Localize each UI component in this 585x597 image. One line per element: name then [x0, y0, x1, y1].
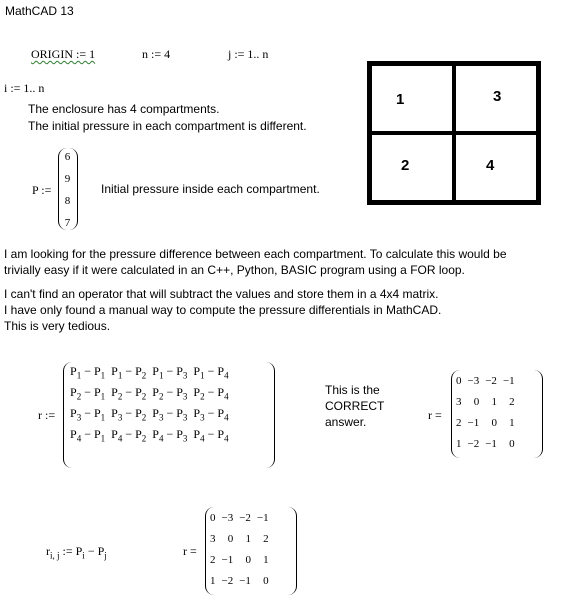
compartment-label: 1	[396, 91, 405, 108]
matrix-cell: −1	[239, 574, 251, 587]
matrix-cell: −2	[485, 374, 497, 387]
matrix-cell: $P_3 - P_4$	[193, 406, 229, 423]
paragraph-line: This is very tedious.	[4, 319, 111, 333]
matrix-cell: $P_2 - P_3$	[152, 385, 188, 402]
n-definition[interactable]: n := 4	[142, 47, 171, 61]
matrix-cell: −3	[467, 374, 480, 387]
compartment-3	[454, 64, 538, 133]
matrix-cell: 0	[210, 511, 216, 524]
matrix-cell: 0	[227, 532, 234, 545]
matrix-cell: $P_4 - P_3$	[152, 427, 188, 444]
matrix-cell: 1	[509, 416, 515, 429]
correct-note-line: CORRECT	[325, 399, 385, 413]
rij-i-subscript: i	[82, 550, 85, 561]
matrix-cell: $P_3 - P_1$	[70, 406, 106, 423]
p-value: 8	[64, 195, 71, 207]
matrix-cell: $P_1 - P_2$	[111, 364, 147, 381]
paragraph-line: I have only found a manual way to compute the pressure differentials in MathCAD.	[4, 303, 442, 317]
r-result-label: r =	[183, 544, 197, 558]
matrix-cell: −1	[485, 437, 497, 450]
matrix-cell: −1	[256, 511, 269, 524]
matrix-cell: $P_2 - P_1$	[70, 385, 106, 402]
i-range-definition[interactable]: i := 1.. n	[4, 81, 45, 95]
rij-rhs: := P	[62, 544, 83, 558]
correct-note-line: answer.	[325, 415, 367, 429]
r-result-label: r =	[428, 408, 442, 422]
p-value: 6	[64, 151, 71, 163]
rij-minus: − P	[84, 544, 105, 558]
matrix-cell: −2	[221, 574, 234, 587]
compartment-label: 4	[486, 157, 495, 174]
rij-j-subscript: j	[104, 550, 107, 561]
matrix-cell: $P_4 - P_1$	[70, 427, 106, 444]
r-definition-label: r :=	[38, 408, 56, 422]
p-vector[interactable]	[58, 148, 78, 230]
matrix-cell: 0	[509, 437, 515, 450]
r-symbolic-matrix[interactable]	[63, 362, 275, 468]
matrix-cell: −2	[239, 511, 251, 524]
matrix-cell: −1	[502, 374, 515, 387]
compartment-2	[370, 133, 454, 202]
compartment-diagram	[367, 61, 541, 205]
matrix-cell: 1	[491, 395, 497, 408]
matrix-cell: 0	[456, 374, 462, 387]
compartment-4	[454, 133, 538, 202]
matrix-cell: $P_3 - P_3$	[152, 406, 188, 423]
p-description: Initial pressure inside each compartment.	[101, 182, 320, 196]
matrix-cell: 0	[491, 416, 497, 429]
matrix-cell: 2	[456, 416, 462, 429]
rij-definition[interactable]	[46, 544, 107, 560]
rij-subscript: i, j	[50, 550, 60, 561]
r-computed-matrix[interactable]	[205, 507, 297, 595]
matrix-cell: $P_4 - P_2$	[111, 427, 147, 444]
matrix-cell: $P_1 - P_3$	[152, 364, 188, 381]
matrix-cell: 3	[210, 532, 216, 545]
app-title: MathCAD 13	[5, 4, 74, 18]
origin-definition[interactable]: ORIGIN := 1	[31, 47, 96, 61]
matrix-cell: $P_1 - P_1$	[70, 364, 106, 381]
matrix-cell: $P_4 - P_4$	[193, 427, 229, 444]
matrix-cell: 0	[263, 574, 269, 587]
paragraph-line: trivially easy if it were calculated in an C++, Python, BASIC program using a FOR loop.	[4, 263, 465, 277]
matrix-cell: 2	[263, 532, 269, 545]
compartment-1	[370, 64, 454, 133]
matrix-cell: 1	[263, 553, 269, 566]
matrix-cell: 2	[509, 395, 515, 408]
compartment-label: 2	[401, 157, 410, 174]
matrix-cell: −1	[221, 553, 234, 566]
matrix-cell: −3	[221, 511, 234, 524]
matrix-cell: 0	[473, 395, 480, 408]
matrix-cell: $P_2 - P_4$	[193, 385, 229, 402]
paragraph-line: I can't find an operator that will subtract the values and store them in a 4x4 matrix.	[4, 287, 439, 301]
paragraph-line: I am looking for the pressure difference between each compartment. To calculate this would be	[4, 247, 507, 261]
matrix-cell: $P_2 - P_2$	[111, 385, 147, 402]
matrix-cell: 1	[210, 574, 216, 587]
rij-lhs: r	[46, 544, 50, 558]
p-value: 7	[64, 217, 71, 229]
p-value: 9	[64, 173, 71, 185]
matrix-cell: 2	[210, 553, 216, 566]
enclosure-text: The enclosure has 4 compartments.	[28, 102, 220, 116]
matrix-cell: 0	[245, 553, 251, 566]
matrix-cell: 1	[245, 532, 251, 545]
matrix-cell: −1	[467, 416, 480, 429]
matrix-cell: −2	[467, 437, 480, 450]
matrix-cell: $P_3 - P_2$	[111, 406, 147, 423]
matrix-cell: 3	[456, 395, 462, 408]
pressure-text: The initial pressure in each compartment is different.	[28, 119, 307, 133]
p-label: P :=	[32, 183, 52, 197]
matrix-cell: 1	[456, 437, 462, 450]
correct-note-line: This is the	[325, 383, 380, 397]
j-range-definition[interactable]: j := 1.. n	[228, 47, 269, 61]
r-result-matrix[interactable]	[451, 370, 543, 458]
matrix-cell: $P_1 - P_4$	[193, 364, 229, 381]
compartment-label: 3	[493, 88, 502, 105]
